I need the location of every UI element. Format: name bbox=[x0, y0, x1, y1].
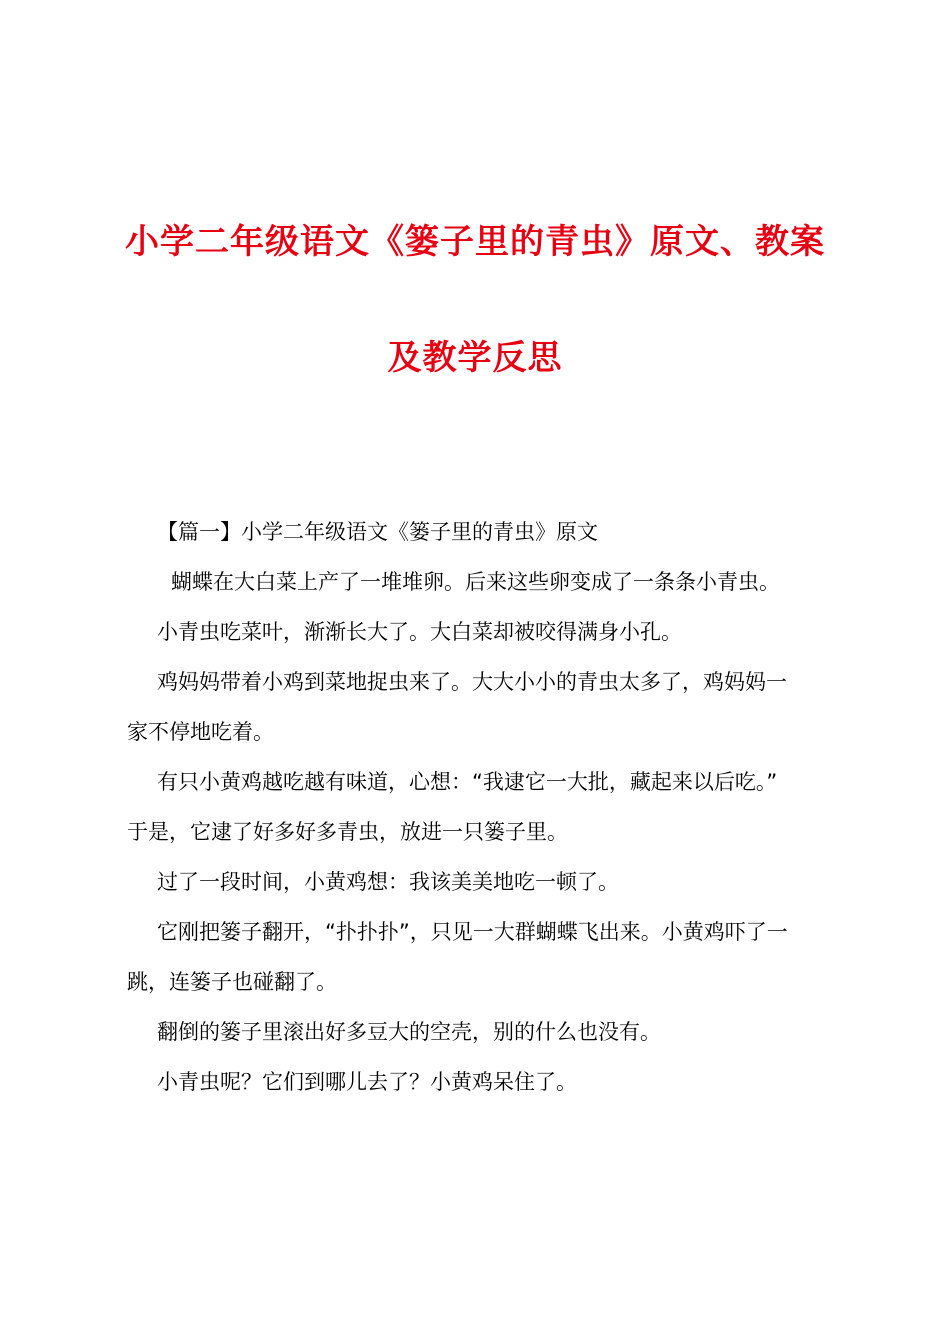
paragraph-line: 有只小黄鸡越吃越有味道，心想：“我逮它一大批，藏起来以后吃。” bbox=[157, 770, 778, 794]
paragraph-line: 蝴蝶在大白菜上产了一堆堆卵。后来这些卵变成了一条条小青虫。 bbox=[171, 570, 780, 594]
paragraph-line: 过了一段时间，小黄鸡想：我该美美地吃一顿了。 bbox=[157, 870, 619, 894]
document-title-line-2: 及教学反思 bbox=[387, 338, 563, 378]
section-heading: 【篇一】小学二年级语文《篓子里的青虫》原文 bbox=[157, 520, 598, 544]
paragraph-line: 翻倒的篓子里滚出好多豆大的空壳，别的什么也没有。 bbox=[157, 1020, 661, 1044]
document-title-line-1: 小学二年级语文《篓子里的青虫》原文、教案 bbox=[125, 222, 825, 262]
paragraph-line: 鸡妈妈带着小鸡到菜地捉虫来了。大大小小的青虫太多了，鸡妈妈一 bbox=[157, 670, 787, 694]
paragraph-line: 它刚把篓子翻开，“扑扑扑”，只见一大群蝴蝶飞出来。小黄鸡吓了一 bbox=[157, 920, 788, 944]
paragraph-line: 于是，它逮了好多好多青虫，放进一只篓子里。 bbox=[127, 820, 568, 844]
paragraph-line: 跳，连篓子也碰翻了。 bbox=[127, 970, 337, 994]
paragraph-line: 小青虫呢？它们到哪儿去了？小黄鸡呆住了。 bbox=[157, 1070, 577, 1094]
paragraph-line: 家不停地吃着。 bbox=[127, 720, 274, 744]
paragraph-line: 小青虫吃菜叶，渐渐长大了。大白菜却被咬得满身小孔。 bbox=[157, 620, 682, 644]
